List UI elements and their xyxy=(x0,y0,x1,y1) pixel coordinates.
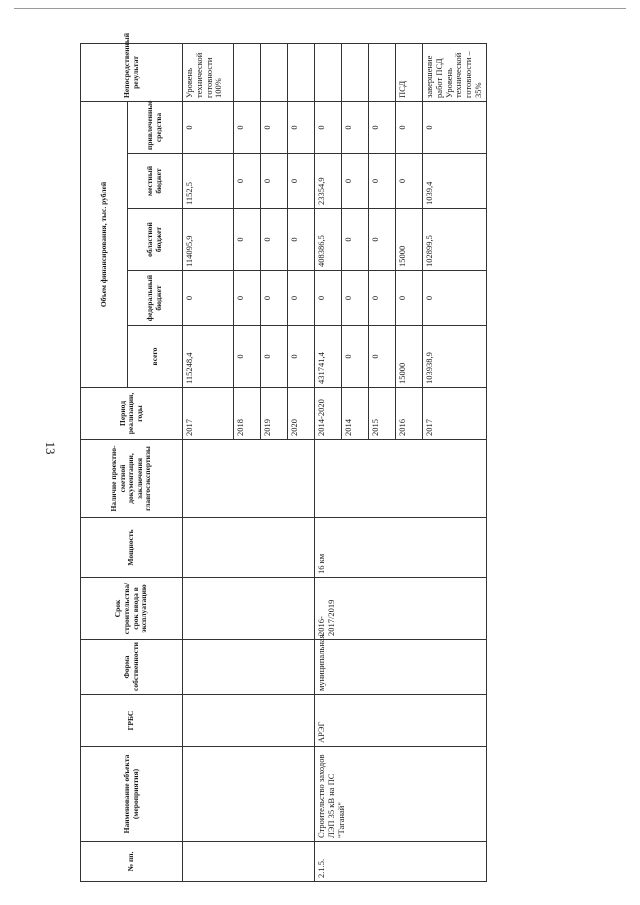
cell-total: 115248,4 xyxy=(183,326,234,388)
cell-extra: 0 xyxy=(342,101,369,153)
cell-total: 0 xyxy=(261,326,288,388)
cell-local: 0 xyxy=(342,154,369,209)
cell-extra: 0 xyxy=(315,101,342,153)
cell-total: 0 xyxy=(288,326,315,388)
table-row xyxy=(315,43,342,881)
cell-extra: 0 xyxy=(396,101,423,153)
page-number: 13 xyxy=(43,441,58,455)
cell-local: 0 xyxy=(288,154,315,209)
top-rule xyxy=(14,8,626,9)
cell-empty xyxy=(183,518,315,578)
col-term: Срок строительства/срок ввода в эксплуатацию xyxy=(81,578,183,640)
cell-regional: 0 xyxy=(261,209,288,271)
cell-period: 2014-2020 xyxy=(315,388,342,440)
cell-period: 2017 xyxy=(183,388,234,440)
cell-total: 0 xyxy=(342,326,369,388)
col-regional: областной бюджет xyxy=(128,209,183,271)
col-result: Непосредственный результат xyxy=(81,43,183,101)
cell-regional: 114095,9 xyxy=(183,209,234,271)
col-local: местный бюджет xyxy=(128,154,183,209)
col-capacity: Мощность xyxy=(81,518,183,578)
cell-federal: 0 xyxy=(396,271,423,326)
cell-period: 2016 xyxy=(396,388,423,440)
cell-empty xyxy=(183,640,315,695)
table-row xyxy=(183,43,234,881)
cell-object-capacity: 16 км xyxy=(315,518,487,578)
col-grbs: ГРБС xyxy=(81,695,183,747)
cell-period: 2014 xyxy=(342,388,369,440)
cell-result xyxy=(315,43,342,101)
cell-local: 0 xyxy=(261,154,288,209)
cell-federal: 0 xyxy=(315,271,342,326)
cell-federal: 0 xyxy=(423,271,487,326)
cell-local: 0 xyxy=(396,154,423,209)
cell-period: 2020 xyxy=(288,388,315,440)
cell-object-ownership: муниципальная xyxy=(315,640,487,695)
cell-object-name: Строительство заходов ЛЭП 35 кВ на ПС "Таганай" xyxy=(315,747,487,842)
cell-regional: 102899,5 xyxy=(423,209,487,271)
col-name: Наименование объекта (мероприятия) xyxy=(81,747,183,842)
cell-local: 0 xyxy=(234,154,261,209)
table-sheet xyxy=(80,34,560,882)
cell-total: 0 xyxy=(234,326,261,388)
cell-empty xyxy=(183,695,315,747)
cell-extra: 0 xyxy=(288,101,315,153)
cell-total: 15000 xyxy=(396,326,423,388)
cell-result xyxy=(288,43,315,101)
cell-result xyxy=(234,43,261,101)
col-total: всего xyxy=(128,326,183,388)
cell-federal: 0 xyxy=(261,271,288,326)
cell-empty xyxy=(315,440,487,518)
cell-empty xyxy=(183,842,315,882)
col-extra: привлеченные средства xyxy=(128,101,183,153)
cell-federal: 0 xyxy=(342,271,369,326)
cell-result xyxy=(342,43,369,101)
cell-total: 431741,4 xyxy=(315,326,342,388)
cell-result: завершение работ ПСД Уровень технической готовности – 35% xyxy=(423,43,487,101)
cell-period: 2017 xyxy=(423,388,487,440)
cell-object-term: 2016-2017/2019 xyxy=(315,578,487,640)
cell-local: 23354,9 xyxy=(315,154,342,209)
cell-regional: 0 xyxy=(288,209,315,271)
cell-federal: 0 xyxy=(288,271,315,326)
cell-local: 0 xyxy=(369,154,396,209)
cell-federal: 0 xyxy=(234,271,261,326)
cell-object-grbs: АРЭГ xyxy=(315,695,487,747)
cell-extra: 0 xyxy=(261,101,288,153)
cell-extra: 0 xyxy=(234,101,261,153)
col-period: Период реализации, годы xyxy=(81,388,183,440)
cell-regional: 15000 xyxy=(396,209,423,271)
cell-period: 2015 xyxy=(369,388,396,440)
cell-extra: 0 xyxy=(183,101,234,153)
cell-result: ПСД xyxy=(396,43,423,101)
cell-regional: 0 xyxy=(234,209,261,271)
cell-result xyxy=(369,43,396,101)
cell-federal: 0 xyxy=(183,271,234,326)
col-psd: Наличие проектно-сметной документации, заключения главгосэкспертизы xyxy=(81,440,183,518)
cell-local: 1152,5 xyxy=(183,154,234,209)
cell-empty xyxy=(183,440,315,518)
col-financing: Объем финансирования, тыс. рублей xyxy=(81,101,128,387)
cell-empty xyxy=(183,578,315,640)
cell-federal: 0 xyxy=(369,271,396,326)
col-no: № пп. xyxy=(81,842,183,882)
cell-regional: 0 xyxy=(342,209,369,271)
col-ownership: Форма собственности xyxy=(81,640,183,695)
cell-extra: 0 xyxy=(423,101,487,153)
cell-local: 1039,4 xyxy=(423,154,487,209)
cell-regional: 0 xyxy=(369,209,396,271)
cell-total: 103938,9 xyxy=(423,326,487,388)
cell-result xyxy=(261,43,288,101)
cell-regional: 408386,5 xyxy=(315,209,342,271)
cell-period: 2018 xyxy=(234,388,261,440)
col-federal: федеральный бюджет xyxy=(128,271,183,326)
financing-table xyxy=(80,32,487,882)
cell-total: 0 xyxy=(369,326,396,388)
cell-period: 2019 xyxy=(261,388,288,440)
cell-object-no: 2.1.5. xyxy=(315,842,487,882)
cell-empty xyxy=(183,747,315,842)
cell-result: Уровень технической готовности 100% xyxy=(183,43,234,101)
cell-extra: 0 xyxy=(369,101,396,153)
